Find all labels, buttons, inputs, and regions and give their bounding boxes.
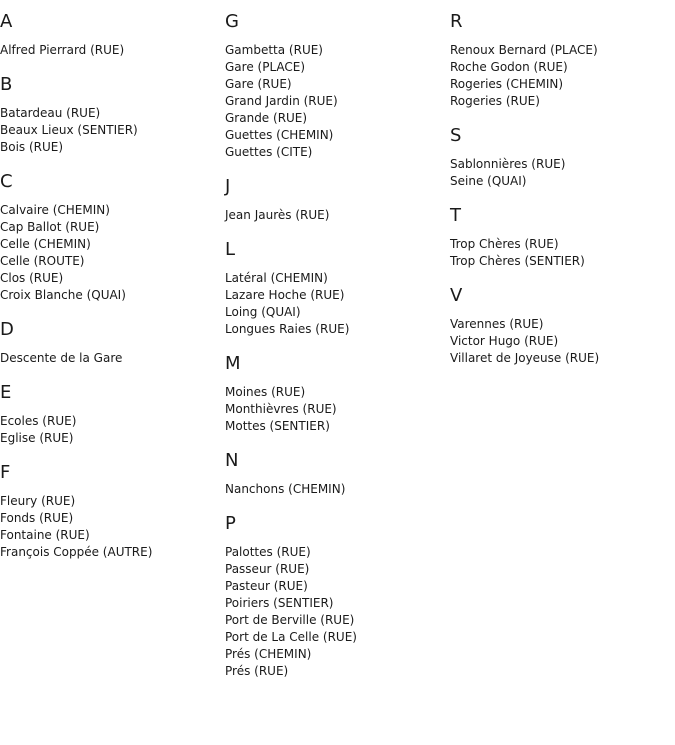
section-letter-heading: P — [225, 513, 236, 534]
street-link[interactable]: Trop Chères (RUE) — [450, 237, 559, 251]
street-link[interactable]: Moines (RUE) — [225, 385, 306, 399]
street-link[interactable]: Longues Raies (RUE) — [225, 322, 350, 336]
street-link[interactable]: Latéral (CHEMIN) — [225, 271, 328, 285]
list-item — [450, 93, 675, 110]
street-link[interactable]: Batardeau (RUE) — [0, 106, 101, 120]
letter-section — [225, 10, 450, 161]
street-link[interactable]: Renoux Bernard (PLACE) — [450, 43, 598, 57]
list-item — [450, 173, 675, 190]
section-letter-heading: L — [225, 239, 236, 260]
street-link[interactable]: Port de Berville (RUE) — [225, 613, 355, 627]
section-letter-heading: V — [450, 285, 463, 306]
list-item — [0, 287, 225, 304]
list-item — [0, 139, 225, 156]
street-link[interactable]: Loing (QUAI) — [225, 305, 301, 319]
list-item — [0, 413, 225, 430]
list-item — [225, 144, 450, 161]
street-list — [450, 236, 675, 270]
list-item — [0, 350, 225, 367]
street-list — [450, 42, 675, 110]
section-letter-heading: T — [450, 205, 461, 226]
street-list — [0, 413, 225, 447]
list-item — [450, 59, 675, 76]
street-list — [0, 493, 225, 561]
list-item — [450, 316, 675, 333]
list-item — [225, 561, 450, 578]
letter-section — [450, 204, 675, 270]
street-link[interactable]: Roche Godon (RUE) — [450, 60, 568, 74]
list-item — [0, 105, 225, 122]
street-link[interactable]: Calvaire (CHEMIN) — [0, 203, 110, 217]
street-link[interactable]: Beaux Lieux (SENTIER) — [0, 123, 138, 137]
section-letter-heading: J — [225, 176, 231, 197]
street-link[interactable]: Grand Jardin (RUE) — [225, 94, 338, 108]
street-link[interactable]: Victor Hugo (RUE) — [450, 334, 559, 348]
street-link[interactable]: Celle (ROUTE) — [0, 254, 85, 268]
list-item — [225, 93, 450, 110]
section-letter-heading: R — [450, 11, 463, 32]
list-item — [0, 510, 225, 527]
street-link[interactable]: Gambetta (RUE) — [225, 43, 323, 57]
street-link[interactable]: Monthièvres (RUE) — [225, 402, 337, 416]
list-item — [225, 127, 450, 144]
street-link[interactable]: Fontaine (RUE) — [0, 528, 90, 542]
street-link[interactable]: Eglise (RUE) — [0, 431, 74, 445]
list-item — [450, 350, 675, 367]
letter-section — [450, 284, 675, 367]
letter-section — [225, 512, 450, 680]
street-link[interactable]: Descente de la Gare — [0, 351, 123, 365]
letter-section — [0, 170, 225, 304]
street-list — [0, 350, 225, 367]
street-list — [225, 270, 450, 338]
street-link[interactable]: Passeur (RUE) — [225, 562, 310, 576]
list-item — [0, 493, 225, 510]
list-item — [225, 321, 450, 338]
list-item — [225, 207, 450, 224]
street-list — [225, 207, 450, 224]
street-link[interactable]: Mottes (SENTIER) — [225, 419, 330, 433]
street-link[interactable]: Prés (CHEMIN) — [225, 647, 312, 661]
letter-section — [225, 449, 450, 498]
list-item — [225, 418, 450, 435]
street-link[interactable]: Lazare Hoche (RUE) — [225, 288, 345, 302]
list-item — [225, 384, 450, 401]
street-link[interactable]: Guettes (CITE) — [225, 145, 313, 159]
list-item — [0, 236, 225, 253]
street-list — [450, 316, 675, 367]
list-item — [450, 333, 675, 350]
list-item — [225, 629, 450, 646]
index-column — [0, 10, 225, 694]
list-item — [0, 270, 225, 287]
section-letter-heading: S — [450, 125, 462, 146]
letter-section — [225, 238, 450, 338]
section-letter-heading: A — [0, 11, 13, 32]
street-link[interactable]: Prés (RUE) — [225, 664, 289, 678]
section-letter-heading: N — [225, 450, 239, 471]
list-item — [450, 253, 675, 270]
list-item — [225, 76, 450, 93]
letter-section — [0, 10, 225, 59]
letter-section — [0, 318, 225, 367]
street-link[interactable]: Port de La Celle (RUE) — [225, 630, 357, 644]
street-link[interactable]: Rogeries (RUE) — [450, 94, 540, 108]
letter-section — [450, 124, 675, 190]
street-link[interactable]: Jean Jaurès (RUE) — [225, 208, 330, 222]
letter-section — [0, 461, 225, 561]
section-letter-heading: D — [0, 319, 14, 340]
list-item — [0, 122, 225, 139]
letter-section — [225, 175, 450, 224]
street-link[interactable]: Cap Ballot (RUE) — [0, 220, 100, 234]
street-index — [0, 10, 675, 694]
list-item — [225, 270, 450, 287]
street-link[interactable]: Grande (RUE) — [225, 111, 308, 125]
list-item — [225, 612, 450, 629]
letter-section — [225, 352, 450, 435]
list-item — [225, 663, 450, 680]
street-link[interactable]: Poiriers (SENTIER) — [225, 596, 334, 610]
street-link[interactable]: Fleury (RUE) — [0, 494, 76, 508]
section-letter-heading: G — [225, 11, 239, 32]
street-link[interactable]: Rogeries (CHEMIN) — [450, 77, 564, 91]
list-item — [225, 42, 450, 59]
section-letter-heading: C — [0, 171, 13, 192]
list-item — [0, 219, 225, 236]
street-list — [225, 544, 450, 680]
street-link[interactable]: Ecoles (RUE) — [0, 414, 77, 428]
street-list — [225, 42, 450, 161]
section-letter-heading: F — [0, 462, 11, 483]
list-item — [450, 236, 675, 253]
street-link[interactable]: Sablonnières (RUE) — [450, 157, 566, 171]
street-link[interactable]: Villaret de Joyeuse (RUE) — [450, 351, 600, 365]
list-item — [0, 430, 225, 447]
section-letter-heading: M — [225, 353, 241, 374]
section-letter-heading: E — [0, 382, 12, 403]
street-link[interactable]: Guettes (CHEMIN) — [225, 128, 334, 142]
list-item — [225, 481, 450, 498]
street-link[interactable]: Fonds (RUE) — [0, 511, 74, 525]
street-link[interactable]: Palottes (RUE) — [225, 545, 311, 559]
street-link[interactable]: Alfred Pierrard (RUE) — [0, 43, 125, 57]
index-column — [225, 10, 450, 694]
list-item — [0, 42, 225, 59]
list-item — [0, 544, 225, 561]
street-link[interactable]: Bois (RUE) — [0, 140, 64, 154]
letter-section — [450, 10, 675, 110]
index-column — [450, 10, 675, 694]
street-list — [0, 202, 225, 304]
list-item — [0, 253, 225, 270]
letter-section — [0, 73, 225, 156]
street-link[interactable]: François Coppée (AUTRE) — [0, 545, 153, 559]
street-link[interactable]: Seine (QUAI) — [450, 174, 527, 188]
street-link[interactable]: Croix Blanche (QUAI) — [0, 288, 126, 302]
street-link[interactable]: Celle (CHEMIN) — [0, 237, 91, 251]
list-item — [225, 304, 450, 321]
list-item — [225, 287, 450, 304]
street-list — [225, 384, 450, 435]
street-link[interactable]: Pasteur (RUE) — [225, 579, 308, 593]
list-item — [225, 578, 450, 595]
list-item — [0, 527, 225, 544]
list-item — [450, 156, 675, 173]
list-item — [225, 401, 450, 418]
street-list — [450, 156, 675, 190]
list-item — [450, 42, 675, 59]
list-item — [225, 59, 450, 76]
list-item — [225, 595, 450, 612]
street-link[interactable]: Trop Chères (SENTIER) — [450, 254, 585, 268]
street-link[interactable]: Gare (PLACE) — [225, 60, 306, 74]
street-link[interactable]: Nanchons (CHEMIN) — [225, 482, 346, 496]
street-link[interactable]: Clos (RUE) — [0, 271, 64, 285]
list-item — [0, 202, 225, 219]
street-link[interactable]: Varennes (RUE) — [450, 317, 544, 331]
list-item — [225, 110, 450, 127]
letter-section — [0, 381, 225, 447]
list-item — [225, 544, 450, 561]
list-item — [450, 76, 675, 93]
street-list — [0, 42, 225, 59]
street-link[interactable]: Gare (RUE) — [225, 77, 292, 91]
section-letter-heading: B — [0, 74, 13, 95]
list-item — [225, 646, 450, 663]
street-list — [225, 481, 450, 498]
street-list — [0, 105, 225, 156]
